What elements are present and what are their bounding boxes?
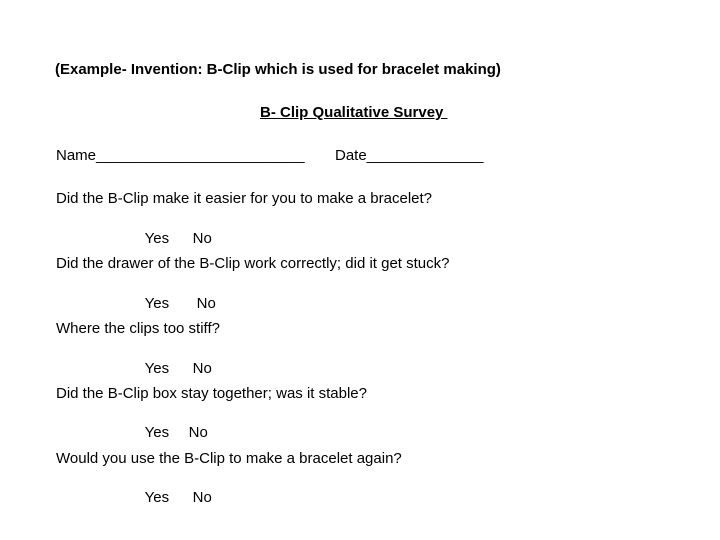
- question-1: Did the B-Clip make it easier for you to make a bracelet?: [56, 190, 433, 207]
- no-option: No: [192, 489, 212, 506]
- no-option: No: [196, 295, 216, 312]
- yes-option: Yes: [144, 424, 170, 441]
- yes-option: Yes: [144, 360, 170, 377]
- survey-title: B- Clip Qualitative Survey: [260, 104, 448, 121]
- answer-options-5: [128, 471, 212, 525]
- no-option: No: [192, 230, 212, 247]
- question-4: Did the B-Clip box stay together; was it stable?: [56, 385, 367, 402]
- yes-option: Yes: [144, 489, 170, 506]
- intro-text: (Example- Invention: B-Clip which is used for bracelet making): [55, 61, 501, 78]
- question-5: Would you use the B-Clip to make a bracelet again?: [56, 450, 402, 467]
- question-2: Did the drawer of the B-Clip work correctly; did it get stuck?: [56, 255, 450, 272]
- date-field: Date______________: [335, 147, 484, 164]
- question-3: Where the clips too stiff?: [56, 320, 220, 337]
- no-option: No: [192, 360, 212, 377]
- yes-option: Yes: [144, 295, 170, 312]
- no-option: No: [188, 424, 208, 441]
- yes-option: Yes: [144, 230, 170, 247]
- name-field: Name_________________________: [56, 147, 305, 164]
